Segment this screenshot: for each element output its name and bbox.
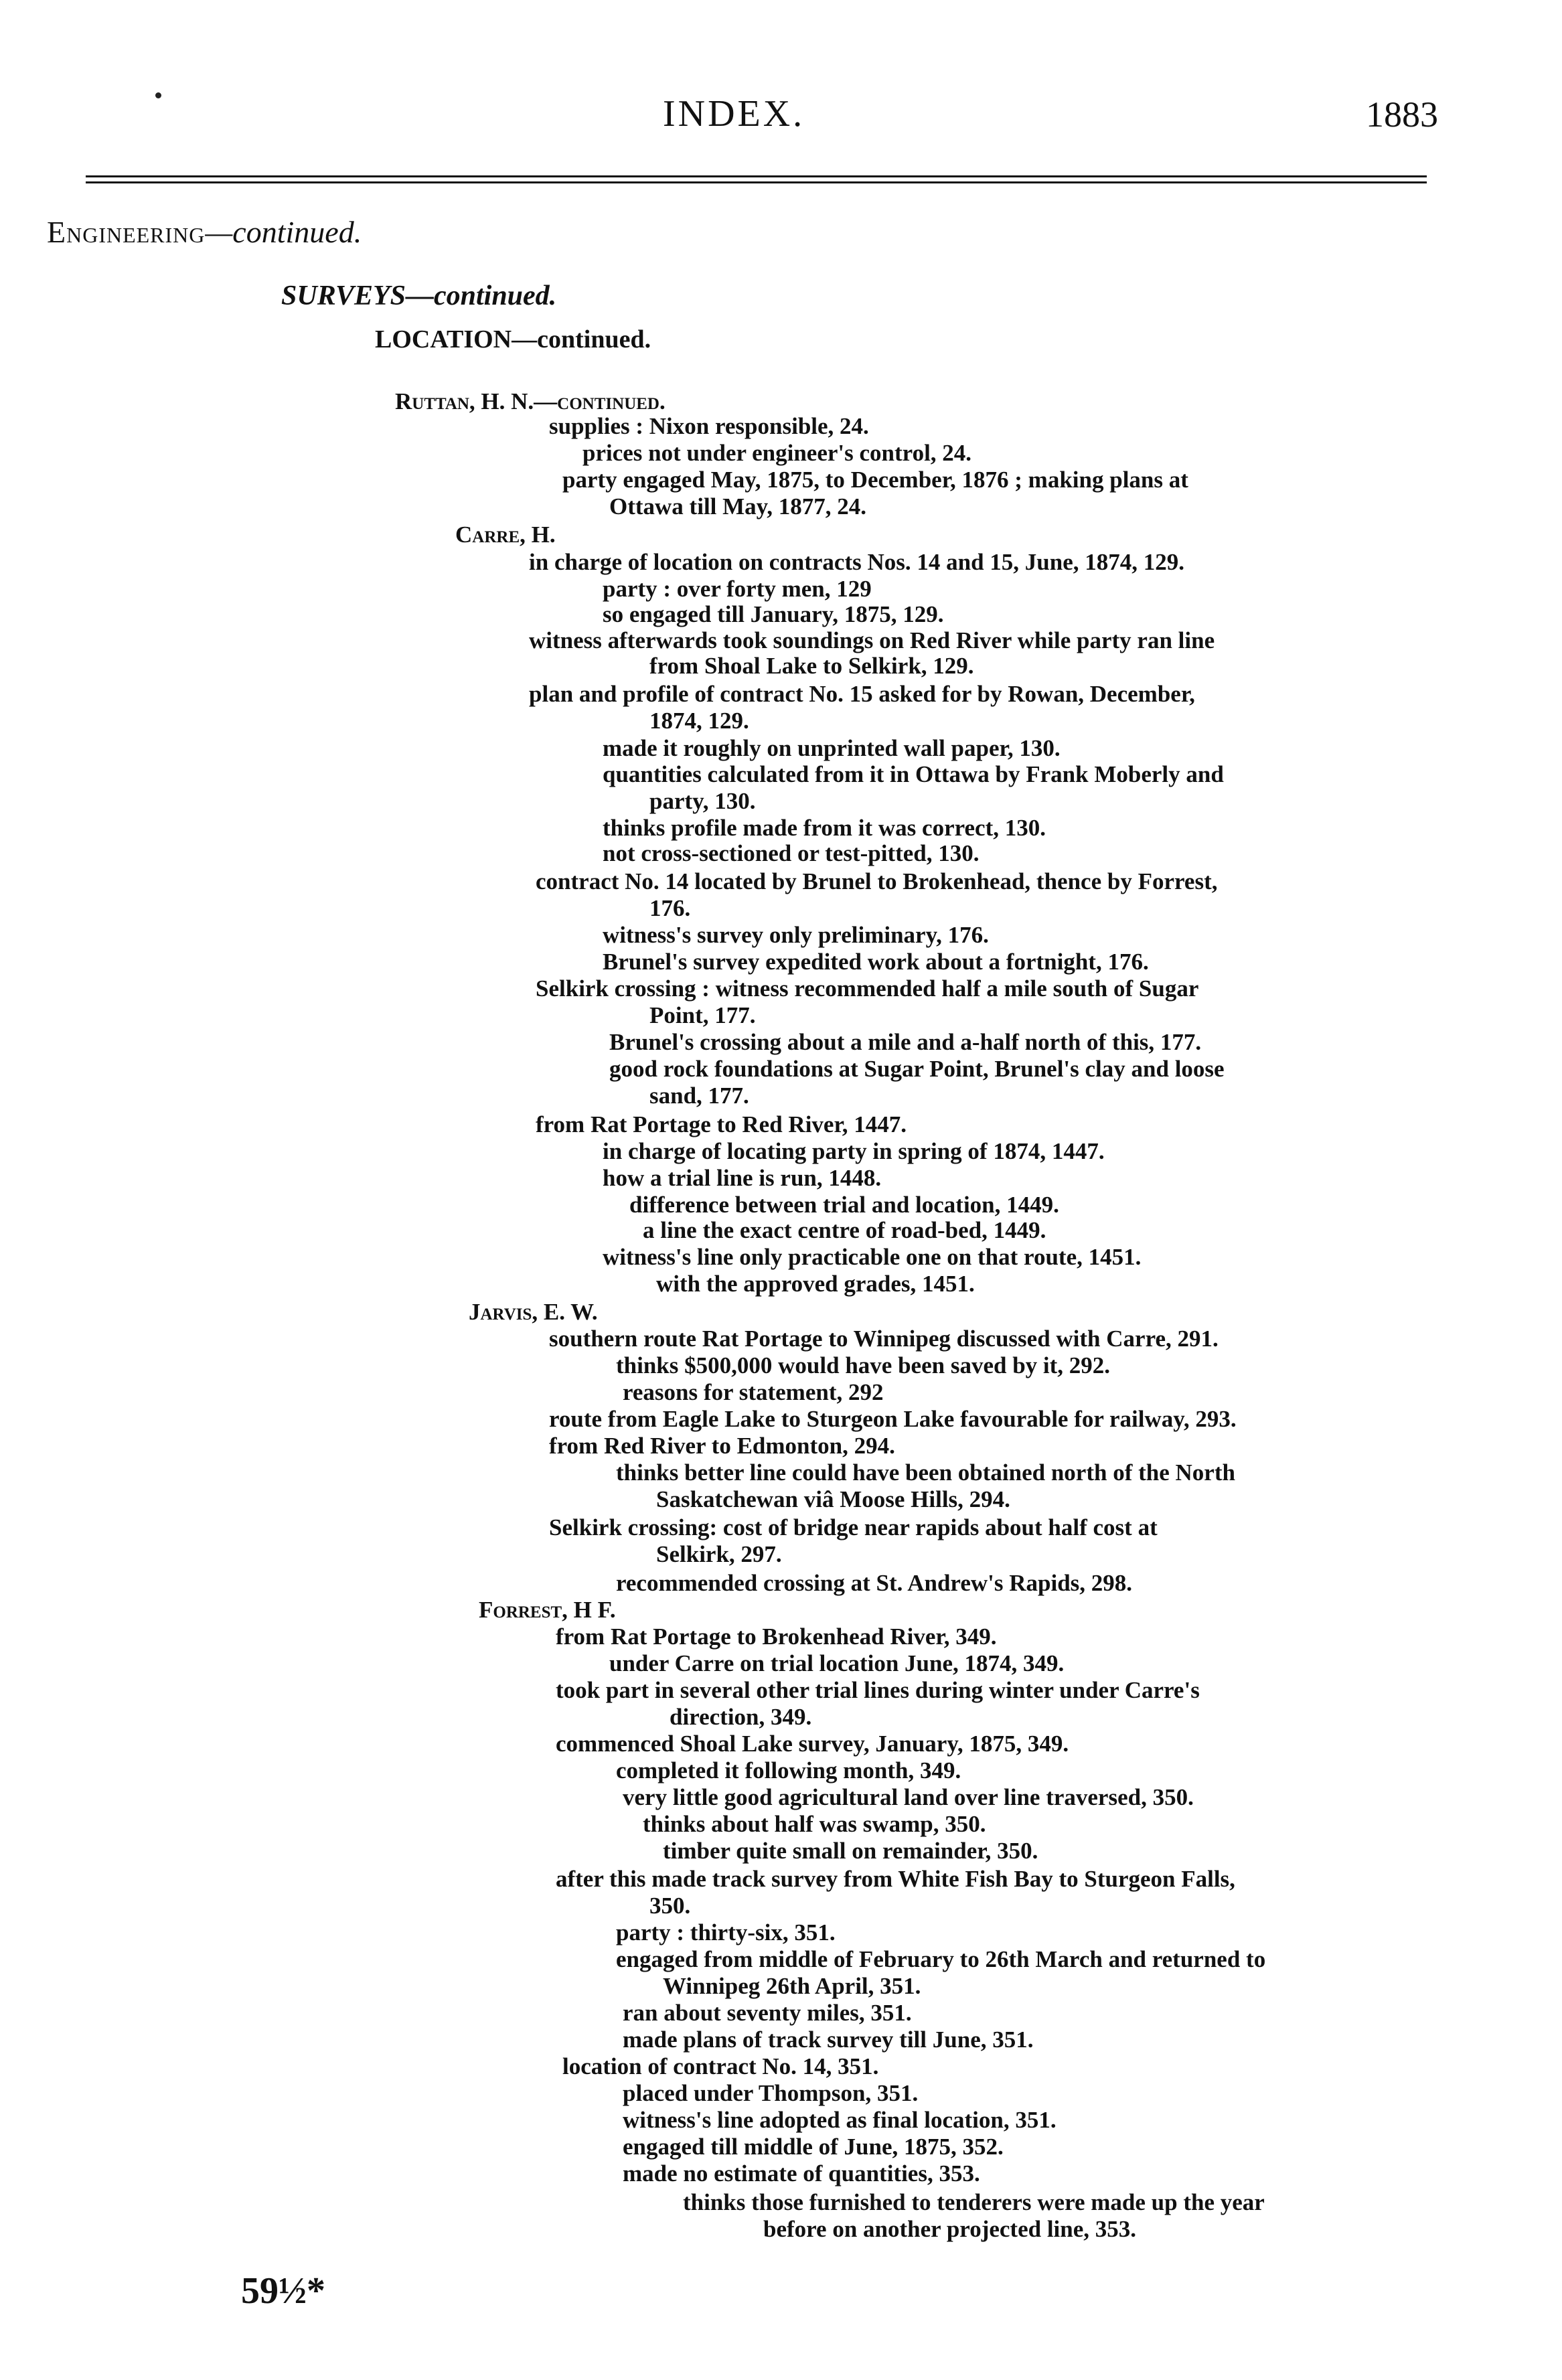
index-entry-line: after this made track survey from White Fish Bay to Sturgeon Falls,: [556, 1866, 1235, 1892]
index-entry-line: from Red River to Edmonton, 294.: [549, 1433, 895, 1459]
index-entry-line: route from Eagle Lake to Sturgeon Lake favourable for railway, 293.: [549, 1406, 1237, 1432]
print-speck: [155, 92, 161, 98]
index-entry-line: supplies : Nixon responsible, 24.: [549, 413, 869, 439]
index-entry-line: very little good agricultural land over line traversed, 350.: [623, 1784, 1194, 1810]
index-entry-line: 1874, 129.: [649, 708, 749, 734]
index-entry-line: from Rat Portage to Red River, 1447.: [536, 1111, 907, 1137]
index-entry-line: thinks $500,000 would have been saved by it, 292.: [616, 1352, 1111, 1378]
index-entry-line: made plans of track survey till June, 351.: [623, 2027, 1034, 2053]
index-entry-line: made it roughly on unprinted wall paper, 130.: [603, 735, 1061, 761]
index-entry-name: Jarvis, E. W.: [469, 1299, 598, 1325]
index-entry-line: quantities calculated from it in Ottawa by Frank Moberly and: [603, 761, 1224, 787]
section-continued: —continued.: [205, 215, 362, 249]
page-title: INDEX.: [663, 93, 805, 135]
index-entry-line: direction, 349.: [670, 1704, 812, 1730]
index-entry-line: not cross-sectioned or test-pitted, 130.: [603, 840, 980, 866]
index-entry-line: party, 130.: [649, 788, 756, 814]
subsection-heading: SURVEYS—continued.: [281, 281, 557, 311]
index-entry-line: good rock foundations at Sugar Point, Brunel's clay and loose: [609, 1056, 1225, 1082]
index-entry-line: from Shoal Lake to Selkirk, 129.: [649, 653, 974, 679]
index-entry-name: Ruttan, H. N.—continued.: [395, 388, 666, 414]
index-entry-line: took part in several other trial lines during winter under Carre's: [556, 1677, 1200, 1703]
index-entry-line: witness's line adopted as final location, 351.: [623, 2107, 1057, 2133]
index-entry-name: Carre, H.: [455, 522, 556, 548]
index-entry-line: prices not under engineer's control, 24.: [582, 440, 972, 466]
index-entry-line: difference between trial and location, 1449.: [629, 1192, 1059, 1218]
index-entry-line: party engaged May, 1875, to December, 1876 ; making plans at: [562, 467, 1188, 493]
index-entry-line: thinks better line could have been obtained north of the North: [616, 1459, 1235, 1486]
index-entry-line: with the approved grades, 1451.: [656, 1271, 975, 1297]
index-entry-line: 176.: [649, 895, 691, 921]
index-entry-line: southern route Rat Portage to Winnipeg discussed with Carre, 291.: [549, 1326, 1219, 1352]
index-entry-line: engaged till middle of June, 1875, 352.: [623, 2134, 1004, 2160]
index-entry-line: 350.: [649, 1893, 691, 1919]
index-entry-line: in charge of locating party in spring of 1874, 1447.: [603, 1138, 1105, 1164]
index-entry-line: sand, 177.: [649, 1083, 749, 1109]
index-entry-line: how a trial line is run, 1448.: [603, 1165, 882, 1191]
index-entry-line: Selkirk crossing : witness recommended half a mile south of Sugar: [536, 975, 1199, 1002]
header-rule-bottom: [86, 181, 1427, 183]
index-entry-line: witness afterwards took soundings on Red River while party ran line: [529, 627, 1215, 653]
index-entry-name: Forrest, H F.: [479, 1597, 616, 1623]
index-entry-line: recommended crossing at St. Andrew's Rapids, 298.: [616, 1570, 1133, 1596]
index-entry-line: location of contract No. 14, 351.: [562, 2053, 879, 2079]
index-entry-line: witness's line only practicable one on that route, 1451.: [603, 1244, 1142, 1270]
section-heading: [47, 214, 362, 250]
index-entry-line: commenced Shoal Lake survey, January, 1875, 349.: [556, 1731, 1069, 1757]
index-entry-line: Ottawa till May, 1877, 24.: [609, 493, 866, 520]
header-rule-top: [86, 175, 1427, 177]
index-entry-line: Selkirk, 297.: [656, 1541, 782, 1567]
index-entry-line: party : thirty-six, 351.: [616, 1919, 836, 1946]
index-entry-line: engaged from middle of February to 26th March and returned to: [616, 1946, 1266, 1972]
index-entry-line: from Rat Portage to Brokenhead River, 349.: [556, 1623, 997, 1650]
index-entry-line: thinks those furnished to tenderers were made up the year: [683, 2189, 1265, 2215]
section-name: Engineering: [47, 215, 206, 249]
page-number: 1883: [1366, 94, 1438, 135]
index-entry-line: under Carre on trial location June, 1874, 349.: [609, 1650, 1065, 1676]
index-entry-line: so engaged till January, 1875, 129.: [603, 601, 944, 627]
index-entry-line: in charge of location on contracts Nos. 14 and 15, June, 1874, 129.: [529, 549, 1185, 575]
index-entry-line: timber quite small on remainder, 350.: [663, 1838, 1038, 1864]
index-entry-line: contract No. 14 located by Brunel to Brokenhead, thence by Forrest,: [536, 868, 1218, 894]
index-entry-line: before on another projected line, 353.: [763, 2216, 1137, 2242]
index-entry-line: witness's survey only preliminary, 176.: [603, 922, 989, 948]
index-entry-line: placed under Thompson, 351.: [623, 2080, 919, 2106]
index-entry-line: party : over forty men, 129: [603, 576, 872, 602]
index-entry-line: thinks about half was swamp, 350.: [643, 1811, 986, 1837]
index-entry-line: Brunel's survey expedited work about a fortnight, 176.: [603, 949, 1149, 975]
folio-mark: 59½*: [241, 2270, 325, 2312]
index-entry-line: made no estimate of quantities, 353.: [623, 2160, 980, 2187]
subsubsection-heading: LOCATION—continued.: [375, 325, 651, 353]
index-entry-line: a line the exact centre of road-bed, 1449.: [643, 1217, 1046, 1243]
index-entry-line: Winnipeg 26th April, 351.: [663, 1973, 921, 1999]
index-entry-line: Point, 177.: [649, 1002, 756, 1028]
index-entry-line: plan and profile of contract No. 15 asked for by Rowan, December,: [529, 681, 1195, 707]
index-entry-line: thinks profile made from it was correct, 130.: [603, 815, 1046, 841]
index-entry-line: ran about seventy miles, 351.: [623, 2000, 912, 2026]
index-entry-line: Saskatchewan viâ Moose Hills, 294.: [656, 1486, 1010, 1512]
index-entry-line: Selkirk crossing: cost of bridge near rapids about half cost at: [549, 1514, 1158, 1540]
index-entry-line: reasons for statement, 292: [623, 1379, 884, 1405]
index-entry-line: Brunel's crossing about a mile and a-half north of this, 177.: [609, 1029, 1202, 1055]
index-entry-line: completed it following month, 349.: [616, 1757, 961, 1783]
